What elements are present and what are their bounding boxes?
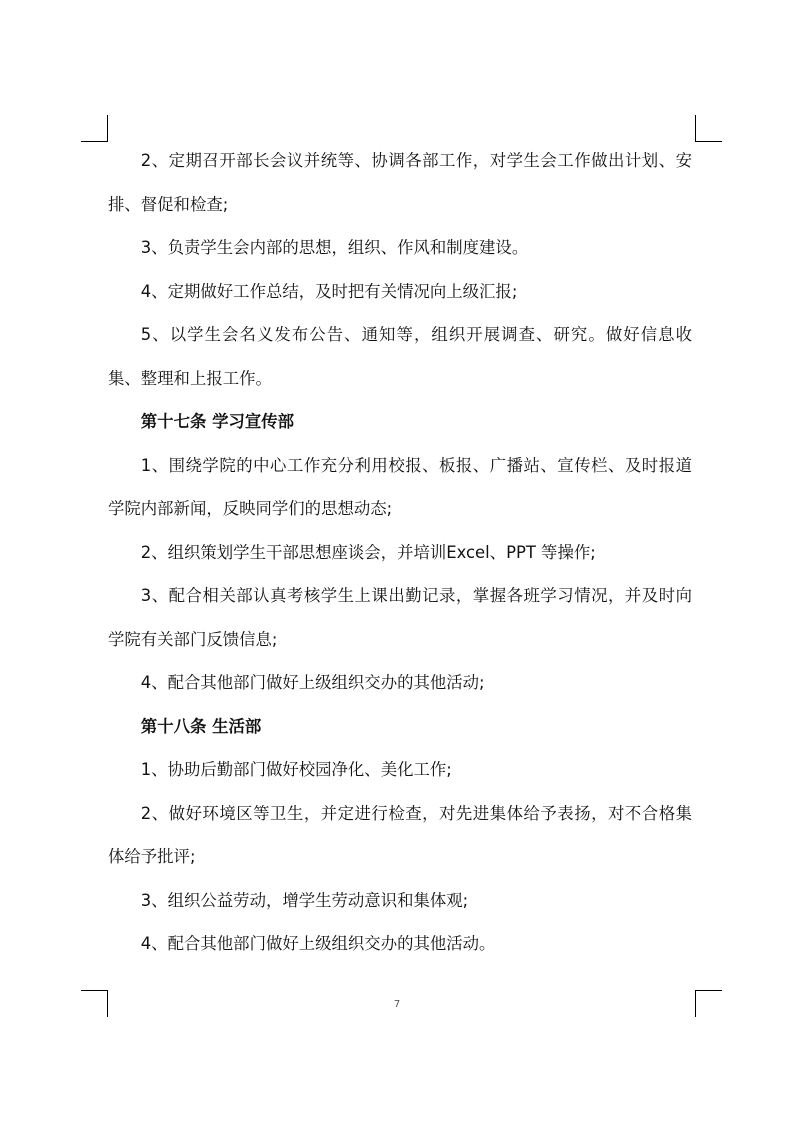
paragraph-item: 2、做好环境区等卫生，并定进行检查，对先进集体给予表扬，对不合格集体给予批评; — [108, 803, 692, 866]
paragraph-item: 3、配合相关部认真考核学生上课出勤记录，掌握各班学习情况，并及时向学院有关部门反馈信息; — [108, 586, 692, 649]
paragraph-item: 1、协助后勤部门做好校园净化、美化工作; — [140, 760, 452, 779]
page-number: 7 — [393, 999, 401, 1010]
paragraph-item: 2、组织策划学生干部思想座谈会，并培训Excel、PPT 等操作; — [140, 542, 596, 562]
paragraph-item: 4、配合其他部门做好上级组织交办的其他活动; — [140, 673, 485, 692]
paragraph-item: 3、负责学生会内部的思想，组织、作风和制度建设。 — [140, 238, 529, 257]
crop-mark-top-left — [81, 115, 108, 142]
crop-mark-top-right — [695, 115, 722, 142]
paragraph-item: 4、配合其他部门做好上级组织交办的其他活动。 — [140, 934, 496, 953]
paragraph-item: 4、定期做好工作总结，及时把有关情况向上级汇报; — [140, 281, 518, 301]
paragraph-item: 1、围绕学院的中心工作充分利用校报、板报、广播站、宣传栏、及时报道学院内部新闻，反映同学们的思想动态; — [108, 455, 692, 518]
document-body — [108, 139, 692, 966]
paragraph-item: 3、组织公益劳动，增学生劳动意识和集体观; — [140, 890, 469, 910]
section-heading: 第十七条 学习宣传部 — [140, 412, 295, 431]
section-heading: 第十八条 生活部 — [140, 716, 262, 736]
paragraph-item: 5、以学生会名义发布公告、通知等，组织开展调查、研究。做好信息收集、整理和上报工作。 — [108, 325, 692, 388]
paragraph-item: 2、定期召开部长会议并统等、协调各部工作，对学生会工作做出计划、安排、督促和检查; — [108, 151, 692, 214]
